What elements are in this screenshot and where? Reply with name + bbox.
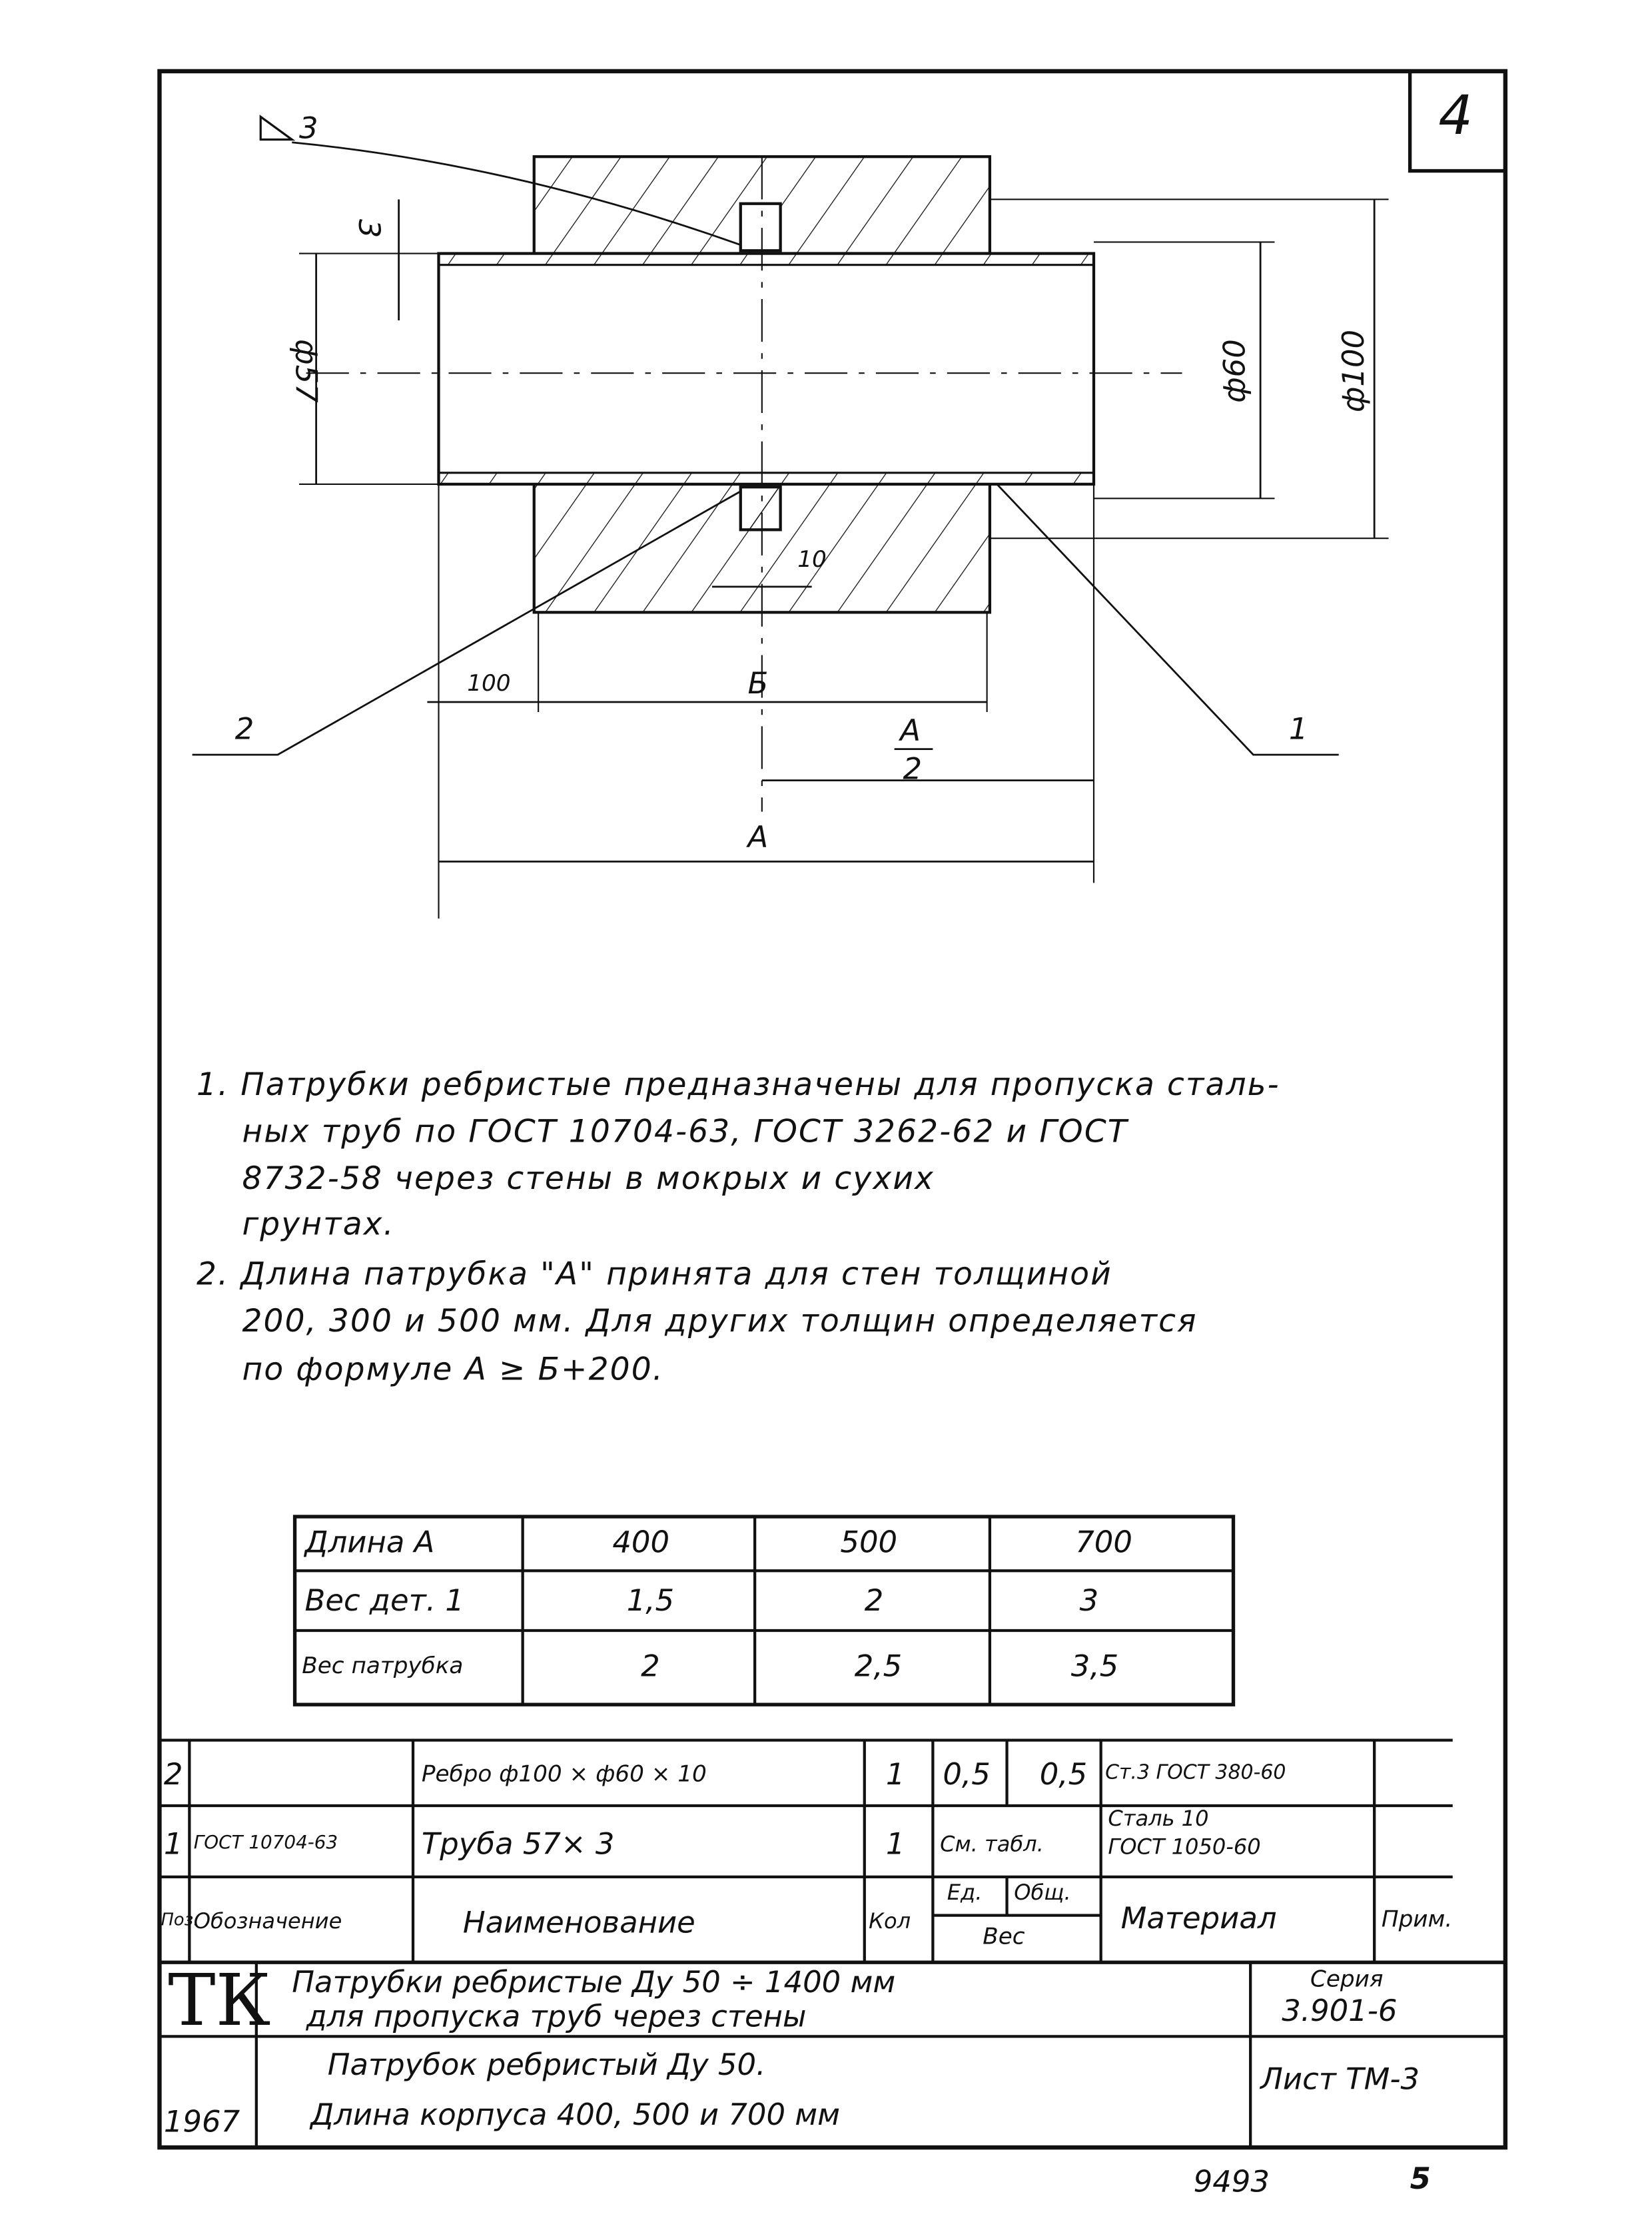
dim-a: А — [747, 820, 769, 855]
series-label: Серия — [1310, 1965, 1384, 1993]
dim-a-half-den: 2 — [903, 751, 923, 787]
note-line: грунтах. — [242, 1208, 395, 1244]
sheet-number: Лист ТМ-3 — [1260, 2061, 1420, 2097]
inventory-number: 9493 — [1193, 2164, 1270, 2199]
position-2-label: 2 — [234, 712, 254, 747]
spec-header-weight: Вес — [983, 1922, 1025, 1950]
note-line: 8732-58 через стены в мокрых и сухих — [242, 1162, 935, 1198]
series-title-line: для пропуска труб через стены — [306, 1999, 807, 2034]
table-cell: 2 — [641, 1649, 660, 1684]
spec-designation: ГОСТ 10704-63 — [193, 1832, 338, 1854]
dim-100: 100 — [467, 669, 511, 697]
series-title-line: Патрубки ребристые Ду 50 ÷ 1400 мм — [292, 1965, 896, 2000]
pipe-body — [439, 254, 1094, 484]
spec-header-designation: Обозначение — [193, 1908, 342, 1934]
spec-header-pos: Поз. — [161, 1910, 199, 1930]
note-line: 200, 300 и 500 мм. Для других толщин определяется — [242, 1304, 1198, 1340]
spec-material: ГОСТ 1050-60 — [1108, 1834, 1261, 1860]
table-cell: 2 — [864, 1583, 884, 1618]
spec-header-qty: Кол — [869, 1908, 911, 1934]
note-line: 1. Патрубки ребристые предназначены для пропуска сталь- — [197, 1068, 1280, 1104]
sheet-corner-number: 4 — [1438, 84, 1473, 147]
spec-total-weight: 0,5 — [1039, 1757, 1088, 1792]
spec-pos: 1 — [163, 1827, 183, 1862]
weld-top — [741, 204, 781, 251]
dim-rib-thickness: 10 — [797, 545, 827, 573]
year: 1967 — [163, 2104, 240, 2139]
spec-qty: 1 — [885, 1757, 905, 1792]
table-cell: 400 — [612, 1525, 670, 1560]
position-1-label: 1 — [1288, 712, 1308, 747]
leader-pos-1 — [997, 484, 1339, 755]
spec-material: Сталь 10 — [1108, 1805, 1209, 1832]
weld-mark-label: 3 — [298, 111, 318, 146]
organization-logo: ТК — [168, 1959, 271, 2042]
series-value: 3.901-6 — [1282, 1994, 1398, 2028]
spec-header-name: Наименование — [462, 1905, 695, 1940]
dim-d57: ф57 — [288, 339, 323, 403]
dim-d100: ф100 — [1336, 329, 1371, 413]
table-cell: 500 — [840, 1525, 898, 1560]
table-cell: Длина А — [304, 1525, 435, 1560]
note-line: 2. Длина патрубка "А" принята для стен толщиной — [197, 1257, 1112, 1294]
spec-unit-weight: 0,5 — [943, 1757, 991, 1792]
table-cell: 3,5 — [1070, 1649, 1119, 1684]
spec-pos: 2 — [163, 1757, 183, 1792]
table-cell: Вес дет. 1 — [304, 1583, 464, 1618]
document-title-line: Длина корпуса 400, 500 и 700 мм — [310, 2097, 841, 2132]
spec-name: Ребро ф100 × ф60 × 10 — [421, 1760, 707, 1788]
dim-b: Б — [747, 666, 769, 701]
table-cell: Вес патрубка — [302, 1652, 464, 1679]
spec-header-material: Материал — [1120, 1901, 1277, 1936]
dim-a-half-num: А — [900, 713, 921, 748]
spec-name: Труба 57× 3 — [421, 1827, 615, 1862]
table-cell: 3 — [1079, 1583, 1099, 1618]
document-title-line: Патрубок ребристый Ду 50. — [327, 2047, 766, 2082]
note-line: ных труб по ГОСТ 10704-63, ГОСТ 3262-62 и ГОСТ — [242, 1115, 1128, 1151]
table-cell: 700 — [1075, 1525, 1132, 1560]
note-line: по формуле А ≥ Б+200. — [242, 1353, 664, 1389]
table-cell: 1,5 — [626, 1583, 675, 1618]
table-cell: 2,5 — [854, 1649, 903, 1684]
dim-wall-thickness: 3 — [352, 218, 386, 238]
spec-header-unit: Ед. — [947, 1880, 983, 1906]
spec-header-total: Общ. — [1014, 1880, 1071, 1906]
weld-symbol-icon — [260, 117, 292, 139]
spec-header-note: Прим. — [1381, 1905, 1453, 1933]
spec-material: Ст.3 ГОСТ 380-60 — [1105, 1761, 1286, 1784]
dim-d60: ф60 — [1217, 339, 1252, 403]
page-number: 5 — [1410, 2161, 1431, 2196]
spec-weight: См. табл. — [940, 1831, 1044, 1857]
weld-bottom — [741, 487, 781, 530]
spec-qty: 1 — [885, 1827, 905, 1862]
